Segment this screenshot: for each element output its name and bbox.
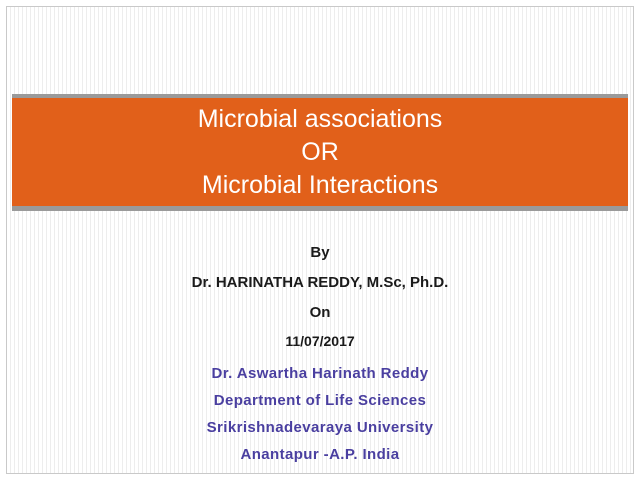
presentation-date: 11/07/2017 [285,333,355,349]
credit-line-presenter: Dr. Aswartha Harinath Reddy [211,365,429,382]
slide-title [12,103,628,202]
credit-line-department: Department of Life Sciences [213,392,427,409]
credit-line-university: Srikrishnadevaraya University [206,419,434,436]
on-label: On [309,304,331,321]
title-line-3: Microbial Interactions [201,170,439,199]
byline-label: By [310,244,330,261]
title-line-1: Microbial associations [197,104,443,133]
title-banner [12,98,628,206]
author-name: Dr. HARINATHA REDDY, M.Sc, Ph.D. [191,274,449,291]
title-line-2: OR [301,137,339,166]
credit-line-location: Anantapur -A.P. India [240,446,400,463]
credits-block [12,365,628,463]
slide-body [12,222,628,473]
title-band-bottom-rule [12,206,628,211]
